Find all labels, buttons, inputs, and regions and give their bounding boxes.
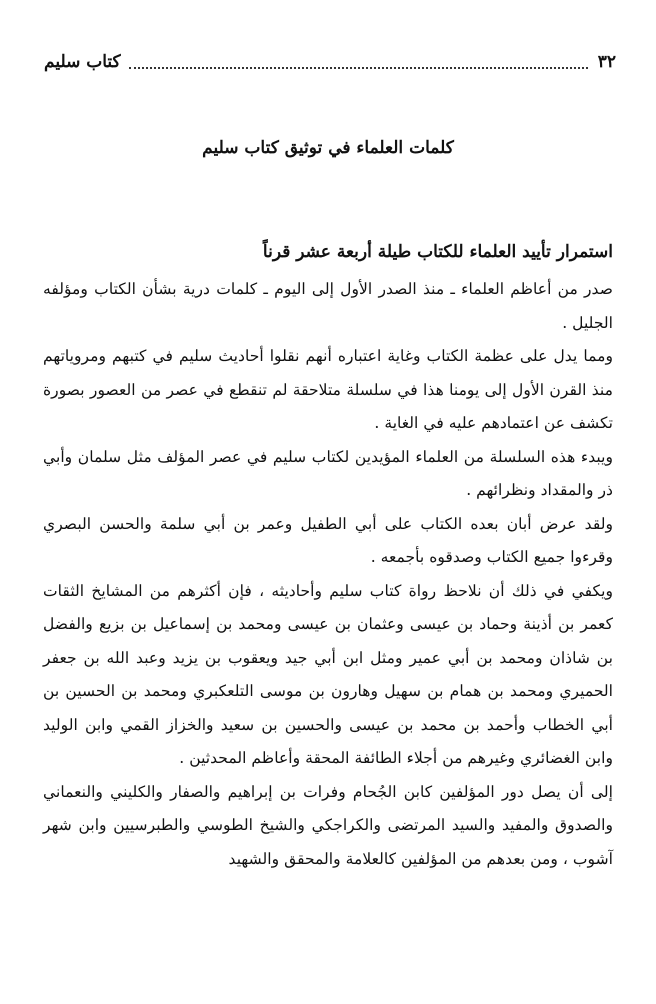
subheading: استمرار تأييد العلماء للكتاب طيلة أربعة عشر قرناً: [262, 242, 613, 262]
header-dot-leader: [129, 55, 588, 69]
section-title: كلمات العلماء في توثيق كتاب سليم: [202, 138, 454, 158]
paragraph: ولقد عرض أبان بعده الكتاب على أبي الطفيل وعمر بن أبي سلمة والحسن البصري وقرءوا جميع الكتاب وصدقوه بأجمعه .: [43, 514, 613, 566]
paragraph: إلى أن يصل دور المؤلفين كابن الجُحام وفرات بن إبراهيم والصفار والكليني والنعماني والصدوق والمفيد والسيد المرتضى والكراجكي والشيخ الطوسي والطبرسيين وابن شهر آشوب ، ومن بعدهم من المؤلفين كالعلامة والمحقق والشهيد: [43, 782, 613, 868]
paragraph: ويكفي في ذلك أن نلاحظ رواة كتاب سليم وأحاديثه ، فإن أكثرهم من المشايخ الثقات كعمر بن أذينة وحماد بن عيسى وعثمان بن عيسى ومحمد بن إسماعيل بن بزيع والفضل بن شاذان ومحمد بن أبي عمير ومثل ابن أبي جيد ويعقوب بن يزيد وعبد الله بن جعفر الحميري ومحمد بن همام بن سهيل وهارون بن موسى التلعكبري ومحمد بن الحسين بن أبي الخطاب وأحمد بن محمد بن عيسى والحسين بن سعيد والخزاز القمي وابن الوليد وابن الغضائري وغيرهم من أجلاء الطائفة المحقة وأعاظم المحدثين .: [43, 581, 613, 767]
paragraph: ومما يدل على عظمة الكتاب وغاية اعتباره أنهم نقلوا أحاديث سليم في كتبهم ومروياتهم منذ القرن الأول إلى يومنا هذا في سلسلة متلاحقة لم تنقطع في عصر من العصور بصورة تكشف عن اعتمادهم عليه في الغاية .: [43, 347, 613, 432]
paragraph: ويبدء هذه السلسلة من العلماء المؤيدين لكتاب سليم في عصر المؤلف مثل سلمان وأبي ذر والمقداد ونظرائهم .: [43, 447, 613, 499]
body-text: [43, 273, 613, 876]
running-header: [44, 50, 616, 74]
running-book-title: كتاب سليم: [44, 52, 121, 72]
page-number: ٣٢: [597, 52, 616, 72]
paragraph: صدر من أعاظم العلماء ـ منذ الصدر الأول إلى اليوم ـ كلمات درية بشأن الكتاب ومؤلفه الجليل .: [43, 280, 613, 332]
